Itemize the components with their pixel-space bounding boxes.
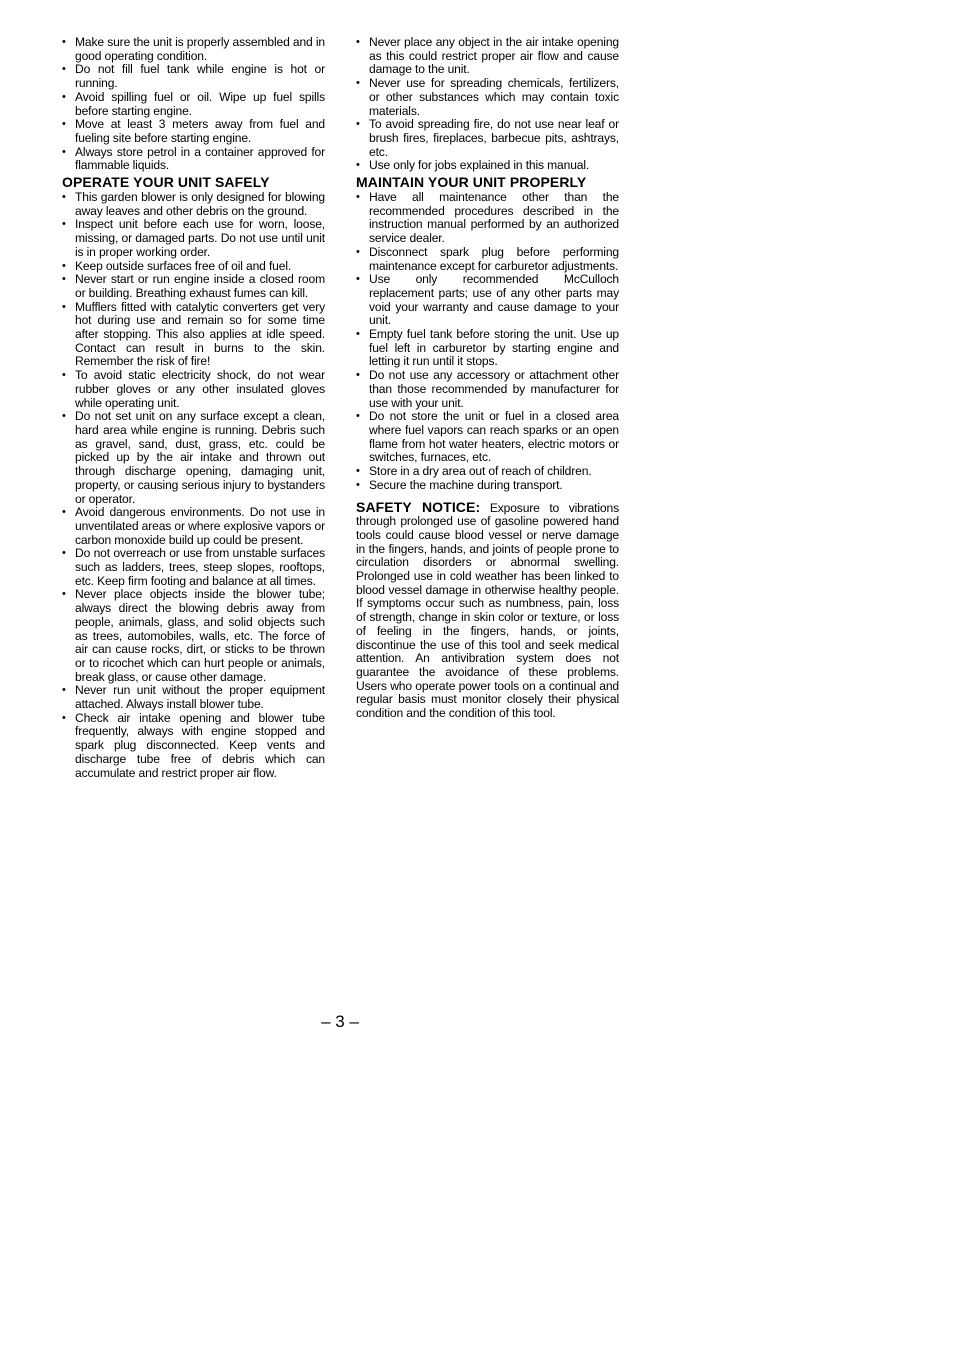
page-number: – 3 – (321, 1012, 359, 1031)
usage-safety-list (356, 36, 619, 173)
list-item: • Have all maintenance other than the recommended procedures described in the instruction manual performed by an authorized service dealer. (356, 191, 619, 246)
list-item: • Use only for jobs explained in this manual. (356, 159, 619, 173)
maintain-properly-heading: MAINTAIN YOUR UNIT PROPERLY (356, 174, 587, 191)
list-item: • Store in a dry area out of reach of children. (356, 465, 619, 479)
list-item: • This garden blower is only designed for blowing away leaves and other debris on the ground. (62, 191, 325, 218)
safety-notice (356, 498, 619, 721)
operate-safely-heading: OPERATE YOUR UNIT SAFELY (62, 174, 270, 191)
list-item: • Check air intake opening and blower tube frequently, always with engine stopped and spark plug disconnected. Keep vents and discharge tube free of debris which can accumulate and restrict proper air flow. (62, 712, 325, 781)
list-item: • Make sure the unit is properly assembled and in good operating condition. (62, 36, 325, 63)
list-item: • Always store petrol in a container approved for flammable liquids. (62, 146, 325, 173)
maintain-properly-list (356, 191, 619, 492)
list-item: • Avoid spilling fuel or oil. Wipe up fuel spills before starting engine. (62, 91, 325, 118)
list-item: • Disconnect spark plug before performing maintenance except for carburetor adjustments. (356, 246, 619, 273)
list-item: • Never place any object in the air intake opening as this could restrict proper air flow and cause damage to the unit. (356, 36, 619, 77)
list-item: • Keep outside surfaces free of oil and fuel. (62, 260, 325, 274)
list-item: • To avoid spreading fire, do not use near leaf or brush fires, fireplaces, barbecue pits, ashtrays, etc. (356, 118, 619, 159)
list-item: • Do not use any accessory or attachment other than those recommended by manufacturer for use with your unit. (356, 369, 619, 410)
list-item: • Use only recommended McCulloch replacement parts; use of any other parts may void your warranty and cause damage to your unit. (356, 273, 619, 328)
list-item: • Never use for spreading chemicals, fertilizers, or other substances which may contain toxic materials. (356, 77, 619, 118)
list-item: • Inspect unit before each use for worn, loose, missing, or damaged parts. Do not use until unit is in proper working order. (62, 218, 325, 259)
list-item: • To avoid static electricity shock, do not wear rubber gloves or any other insulated gloves while operating unit. (62, 369, 325, 410)
right-column (356, 36, 619, 733)
operate-safely-list (62, 191, 325, 780)
list-item: • Empty fuel tank before storing the unit. Use up fuel left in carburetor by starting engine and letting it run until it stops. (356, 328, 619, 369)
list-item: • Do not store the unit or fuel in a closed area where fuel vapors can reach sparks or an open flame from hot water heaters, electric motors or switches, furnaces, etc. (356, 410, 619, 465)
list-item: • Do not overreach or use from unstable surfaces such as ladders, trees, steep slopes, rooftops, etc. Keep firm footing and balance at all times. (62, 547, 325, 588)
list-item: • Avoid dangerous environments. Do not use in unventilated areas or where explosive vapors or carbon monoxide build up could be present. (62, 506, 325, 547)
list-item: • Never run unit without the proper equipment attached. Always install blower tube. (62, 684, 325, 711)
left-column (62, 36, 325, 780)
fuel-safety-list (62, 36, 325, 173)
list-item: • Secure the machine during transport. (356, 479, 619, 493)
list-item: • Never place objects inside the blower tube; always direct the blowing debris away from people, animals, glass, and solid objects such as trees, automobiles, walls, etc. The force of air can cause rocks, dirt, or sticks to be thrown or to ricochet which can hurt people or animals, break glass, or cause other damage. (62, 588, 325, 684)
list-item: • Do not set unit on any surface except a clean, hard area while engine is running. Debris such as gravel, sand, dust, grass, etc. could be picked up by the air intake and thrown out through discharge opening, damaging unit, property, or causing serious injury to bystanders or operator. (62, 410, 325, 506)
safety-notice-label: SAFETY NOTICE: (356, 498, 481, 515)
list-item: • Do not fill fuel tank while engine is hot or running. (62, 63, 325, 90)
safety-notice-text: Exposure to vibrations through prolonged use of gasoline powered hand tools could cause blood vessel or nerve damage in the fingers, hands, and joints of people prone to circulation disorders or abnormal swelling. Prolonged use in cold weather has been linked to blood vessel damage in otherwise healthy people. If symptoms occur such as numbness, pain, loss of strength, change in skin color or texture, or loss of feeling in the fingers, hands, or joints, discontinue the use of this tool and seek medical attention. An antivibration system does not guarantee the avoidance of these problems. Users who operate power tools on a continual and regular basis must monitor closely their physical condition and the condition of this tool. (356, 500, 619, 721)
list-item: • Never start or run engine inside a closed room or building. Breathing exhaust fumes can kill. (62, 273, 325, 300)
list-item: • Mufflers fitted with catalytic converters get very hot during use and remain so for some time after stopping. This also applies at idle speed. Contact can result in burns to the skin. Remember the risk of fire! (62, 301, 325, 370)
list-item: • Move at least 3 meters away from fuel and fueling site before starting engine. (62, 118, 325, 145)
